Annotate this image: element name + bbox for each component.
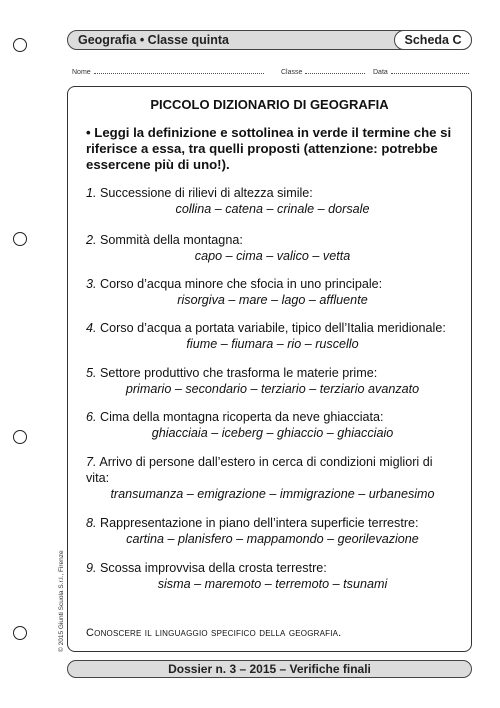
question-item	[86, 560, 459, 592]
question-options[interactable]: fiume – fiumara – rio – ruscello	[186, 337, 359, 351]
worksheet-body	[67, 86, 472, 652]
question-item	[86, 232, 459, 264]
question-definition: Sommità della montagna:	[96, 233, 243, 247]
question-number: 3.	[86, 277, 97, 291]
question-definition: Cima della montagna ricoperta da neve ghiacciata:	[96, 410, 384, 424]
question-item	[86, 185, 459, 217]
question-number: 1.	[86, 186, 97, 200]
question-definition: Corso d’acqua a portata variabile, tipico dell’Italia meridionale:	[96, 321, 446, 335]
question-options[interactable]: cartina – planisfero – mappamondo – georilevazione	[126, 532, 419, 546]
question-item	[86, 320, 459, 352]
question-number: 6.	[86, 410, 97, 424]
question-options[interactable]: risorgiva – mare – lago – affluente	[177, 293, 368, 307]
question-item	[86, 276, 459, 308]
question-number: 4.	[86, 321, 97, 335]
date-label: Data	[373, 69, 388, 76]
question-item	[86, 454, 459, 502]
question-options[interactable]: capo – cima – valico – vetta	[194, 249, 351, 263]
question-options[interactable]: primario – secondario – terziario – terziario avanzato	[125, 382, 420, 396]
question-definition: Successione di rilievi di altezza simile:	[96, 186, 313, 200]
question-item	[86, 515, 459, 547]
binder-hole	[13, 232, 27, 246]
question-definition: Settore produttivo che trasforma le materie prime:	[96, 366, 378, 380]
question-number: 9.	[86, 561, 97, 575]
question-definition: Scossa improvvisa della crosta terrestre:	[96, 561, 327, 575]
subject-title: Geografia • Classe quinta	[78, 33, 229, 47]
question-item	[86, 409, 459, 441]
question-options[interactable]: collina – catena – crinale – dorsale	[175, 202, 370, 216]
page-title: PICCOLO DIZIONARIO DI GEOGRAFIA	[150, 97, 389, 112]
question-number: 7.	[86, 455, 97, 469]
date-field[interactable]	[373, 67, 469, 76]
instruction-text: • Leggi la definizione e sottolinea in verde il termine che si riferisce a essa, tra quelli proposti (attenzione: potrebbe essercene più di uno!).	[86, 125, 452, 172]
page-header	[67, 30, 472, 50]
question-options[interactable]: ghiacciaia – iceberg – ghiaccio – ghiacciaio	[151, 426, 394, 440]
scheda-label: Scheda C	[394, 30, 472, 50]
name-field[interactable]	[72, 67, 264, 76]
question-number: 5.	[86, 366, 97, 380]
question-number: 2.	[86, 233, 97, 247]
question-item	[86, 365, 459, 397]
copyright-notice: © 2015 Giunti Scuola S.r.l., Firenze	[58, 550, 65, 652]
question-options[interactable]: sisma – maremoto – terremoto – tsunami	[157, 577, 388, 591]
dossier-footer: Dossier n. 3 – 2015 – Verifiche finali	[67, 660, 472, 678]
binder-hole	[13, 626, 27, 640]
question-options[interactable]: transumanza – emigrazione – immigrazione – urbanesimo	[110, 487, 435, 501]
class-label: Classe	[281, 69, 303, 76]
question-definition: Rappresentazione in piano dell’intera superficie terrestre:	[96, 516, 419, 530]
learning-objective: Conoscere il linguaggio specifico della geografia.	[86, 627, 342, 639]
class-field[interactable]	[281, 67, 365, 76]
name-label: Nome	[72, 69, 91, 76]
binder-hole	[13, 38, 27, 52]
question-number: 8.	[86, 516, 97, 530]
question-definition: Corso d’acqua minore che sfocia in uno principale:	[96, 277, 383, 291]
question-definition: Arrivo di persone dall’estero in cerca di condizioni migliori di vita:	[86, 455, 433, 485]
binder-hole	[13, 430, 27, 444]
